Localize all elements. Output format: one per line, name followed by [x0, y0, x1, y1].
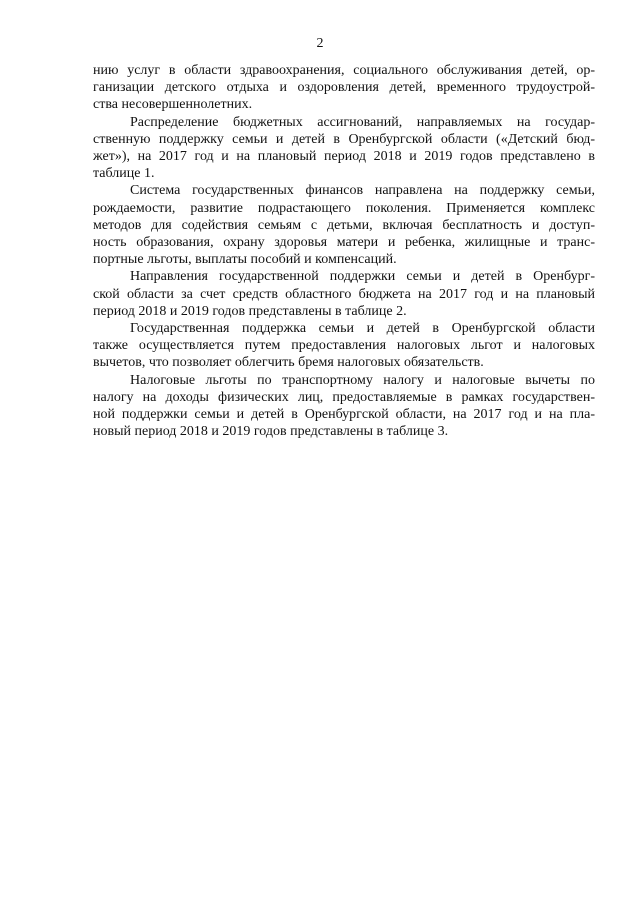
text-line: Налоговые льготы по транспортному налогу и налоговые вычеты по [130, 372, 595, 388]
text-line: жет»), на 2017 год и на плановый период 2018 и 2019 годов представлено в [93, 149, 595, 165]
text-line: рождаемости, развитие подрастающего поколения. Применяется комплекс [93, 200, 595, 216]
text-line: Государственная поддержка семьи и детей в Оренбургской области [130, 321, 595, 337]
text-line: Распределение бюджетных ассигнований, направляемых на государ- [130, 114, 595, 130]
text-line: Направления государственной поддержки семьи и детей в Оренбург- [130, 269, 595, 285]
text-line: нию услуг в области здравоохранения, социального обслуживания детей, ор- [93, 63, 595, 78]
paragraph-2 [93, 114, 595, 183]
text-line: новый период 2018 и 2019 годов представлены в таблице 3. [93, 424, 449, 440]
text-line: также осуществляется путем предоставления налоговых льгот и налоговых [93, 338, 595, 354]
text-line: ственную поддержку семьи и детей в Оренбургской области («Детский бюд- [93, 131, 595, 147]
text-line: ность образования, охрану здоровья матери и ребенка, жилищные и транс- [93, 235, 595, 251]
text-line: вычетов, что позволяет облегчить бремя налоговых обязательств. [93, 355, 484, 371]
text-line: ганизации детского отдыха и оздоровления детей, временного трудоустрой- [93, 80, 595, 96]
paragraph-3 [93, 182, 595, 268]
page-number: 2 [316, 36, 324, 51]
text-line: ства несовершеннолетних. [93, 97, 253, 113]
paragraph-4 [93, 268, 595, 320]
document-body [93, 62, 595, 440]
text-line: период 2018 и 2019 годов представлены в таблице 2. [93, 303, 407, 319]
text-line: таблице 1. [93, 166, 155, 182]
text-line: ской области за счет средств областного бюджета на 2017 год и на плановый [93, 286, 595, 302]
text-line: ной поддержки семьи и детей в Оренбургской области, на 2017 год и на пла- [93, 407, 595, 423]
text-line: Система государственных финансов направлена на поддержку семьи, [130, 183, 595, 199]
paragraph-6 [93, 372, 595, 441]
text-line: налогу на доходы физических лиц, предоставляемые в рамках государствен- [93, 389, 595, 405]
text-line: методов для содействия семьям с детьми, включая бесплатность и доступ- [93, 217, 595, 233]
paragraph-5 [93, 320, 595, 372]
paragraph-1 [93, 62, 595, 114]
text-line: портные льготы, выплаты пособий и компенсаций. [93, 252, 397, 268]
